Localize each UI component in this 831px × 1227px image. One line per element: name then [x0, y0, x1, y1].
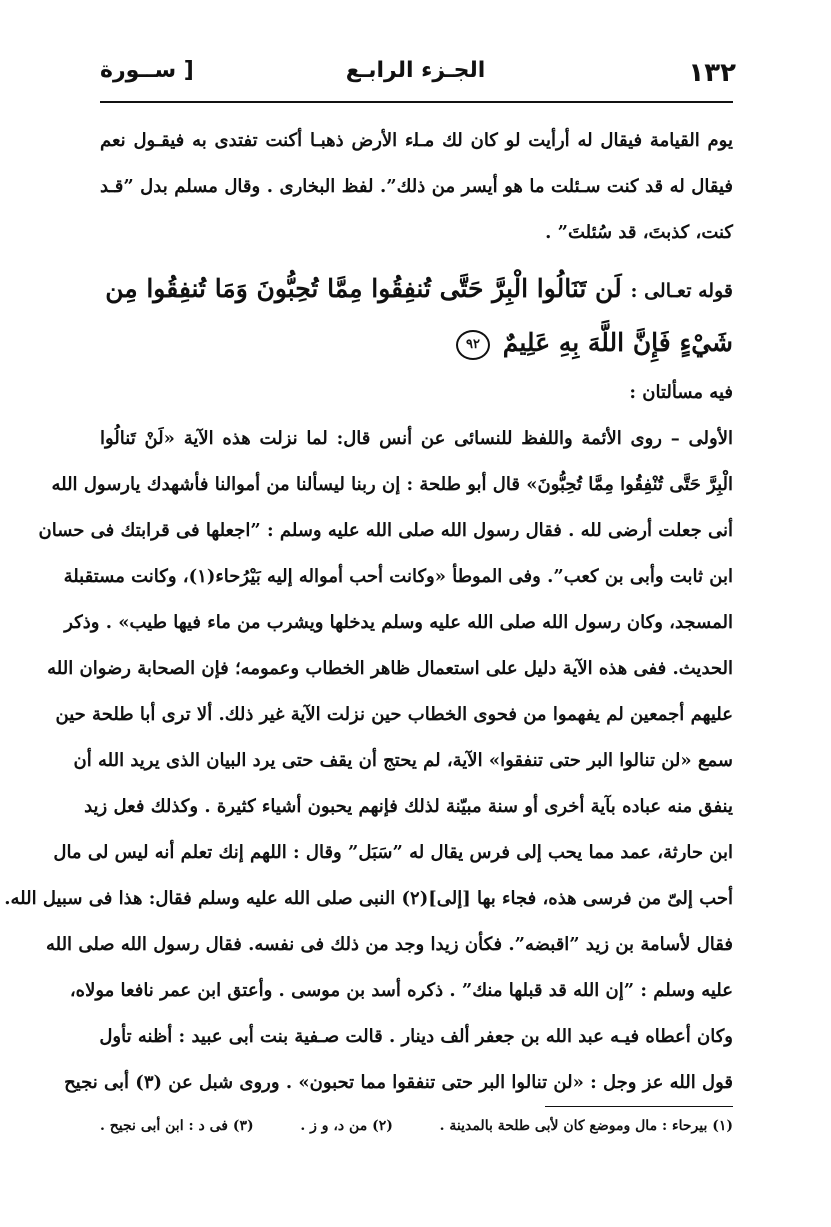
footnote-3: (٣) فى د : ابن أبى نجيح .	[100, 1118, 254, 1134]
text-line: فيقال له قد كنت سـئلت ما هو أيسر من ذلك”. لفظ البخارى . وقال مسلم بدل ”قـد	[100, 176, 733, 197]
text-line: فقال لأسامة بن زيد ”اقبضه”. فكأن زيدا وجد من ذلك فى نفسه. فقال رسول الله صلى الله	[45, 934, 733, 955]
text-line: الأولى – روى الأئمة واللفظ للنسائى عن أنس قال: لما نزلت هذه الآية «لَنْ تَنالُوا	[100, 428, 733, 449]
text-line: عليه وسلم : ”إن الله قد قبلها منك” . ذكره أسد بن موسى . وأعتق ابن عمر نافعا مولاه،	[69, 980, 733, 1001]
text-line: كنت، كذبتَ، قد سُئلتَ” .	[545, 222, 733, 243]
quran-verse	[100, 262, 733, 370]
text-line: ابن ثابت وأبى بن كعب”. وفى الموطأ «وكانت أحب أمواله إليه بَيْرُحاء(١)، وكانت مستقبلة	[63, 566, 733, 587]
text-line: ابن حارثة، عمد مما يحب إلى فرس يقال له ”سَبَل” وقال : اللهم إنك تعلم أنه ليس لى مال	[53, 842, 733, 863]
verse-number-mark: ٩٢	[456, 330, 490, 360]
verse-text-1: لَن تَنَالُوا الْبِرَّ حَتَّى تُنفِقُوا مِمَّا تُحِبُّونَ وَمَا تُنفِقُوا مِن	[105, 274, 622, 303]
text-line: الْبِرَّ حَتَّى تُنْفِقُوا مِمَّا تُحِبُّونَ» قال أبو طلحة : إن ربنا ليسألنا من أموالنا فأشهدك يارسول الله	[51, 474, 733, 495]
text-line: ينفق منه عباده بآية أخرى أو سنة مبيّنة لذلك فإنهم يحبون أشياء كثيرة . وكذلك فعل زيد	[84, 796, 733, 817]
footnote-1: (١) بيرحاء : مال وموضع كان لأبى طلحة بالمدينة .	[439, 1118, 733, 1134]
verse-intro: قوله تعـالى :	[630, 280, 733, 302]
surah-label: [ ســورة	[100, 58, 194, 83]
section-heading: فيه مسألتان :	[629, 382, 733, 403]
verse-line-2	[100, 316, 733, 370]
text-line: قول الله عز وجل : «لن تنالوا البر حتى تنفقوا مما تحبون» . وروى شبل عن (٣) أبى نجيح	[64, 1072, 733, 1093]
running-title: الجـزء الرابـع	[345, 58, 486, 83]
footnote-2: (٢) من د، و ز .	[300, 1118, 393, 1134]
text-line: المسجد، وكان رسول الله صلى الله عليه وسلم يدخلها ويشرب من ماء فيها طيب» . وذكر	[64, 612, 733, 633]
text-line: أحب إلىّ من فرسى هذه، فجاء بها [إلى](٢) النبى صلى الله عليه وسلم فقال: هذا فى سبيل الله.	[4, 888, 733, 909]
text-line: وكان أعطاه فيـه عبد الله بن جعفر ألف دينار . قالت صـفية بنت أبى عبيد : أظنه تأول	[99, 1026, 733, 1047]
footnote-rule	[545, 1106, 733, 1107]
footnotes	[100, 1118, 733, 1134]
verse-text-2: شَيْءٍ فَإِنَّ اللَّهَ بِهِ عَلِيمٌ	[502, 328, 733, 357]
text-line: الحديث. ففى هذه الآية دليل على استعمال ظاهر الخطاب وعمومه؛ فإن الصحابة رضوان الله	[47, 658, 733, 679]
header-rule	[100, 101, 733, 103]
text-line: عليهم أجمعين لم يفهموا من فحوى الخطاب حين نزلت الآية غير ذلك. ألا ترى أبا طلحة حين	[55, 704, 733, 725]
text-line: أنى جعلت أرضى لله . فقال رسول الله صلى الله عليه وسلم : ”اجعلها فى قرابتك فى حسان	[38, 520, 733, 541]
text-line: سمع «لن تنالوا البر حتى تنفقوا» الآية، لم يحتج أن يقف حتى يرد البيان الذى يريد الله أن	[73, 750, 733, 771]
page-number: ١٣٢	[688, 58, 736, 88]
verse-line-1	[100, 262, 733, 316]
page-body	[4, 118, 733, 1106]
text-line: يوم القيامة فيقال له أرأيت لو كان لك مـل‍ء الأرض ذهبـا أكنت تفتدى به فيقـول نعم	[100, 130, 733, 151]
